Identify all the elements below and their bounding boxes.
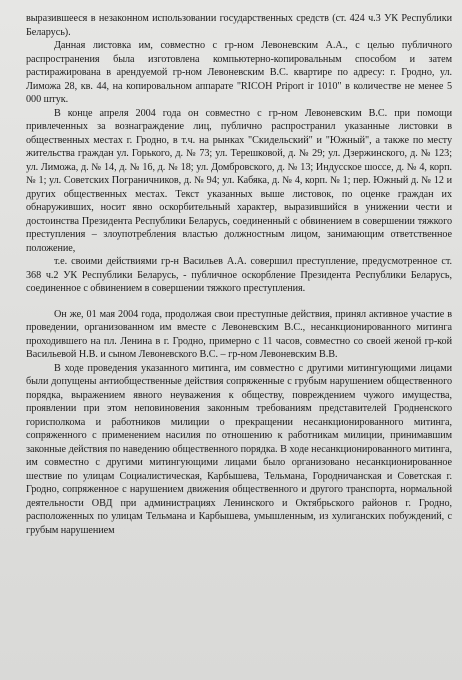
paragraph-leaflet-production: Данная листовка им, совместно с гр-ном Левоневским А.А., с целью публичного распространения была изготовлена компьютерно-копировальным способом и затем растиражирована в арендуемой гр-ном Левоневским В.С. квартире по адресу: г. Гродно, ул. Лиможа 28, кв. 44, на копировальном аппарате "RICOH Priport ir 1010" в количестве не менее 5 000 штук. bbox=[26, 40, 452, 105]
paragraph-rally-actions: В ходе проведения указанного митинга, им совместно с другими митингующими лицами были допущены антиобщественные действия сопряженные с грубым нарушением общественного порядка, выражением явного неуважения к обществу, повреждением чужого имущества, проявлении при этом неповиновения законным требованиям представителей Гродненского горисполкома и работников милиции о прекращении несанкционированного митинга, сопряженного с применением насилия по отношению к работникам милиции, принимавшим законные действия по наведению общественного порядка. В ходе несанкционированного митинга, им совместно с другими митингующими лицами было организовано несанкционированное шествие по улицам Социалистическая, Карбышева, Тельмана, Городничанская и Советская г. Гродно, сопряженное с нарушением движения общественного и другого транспорта, нормальной деятельности ОВД при администрациях Ленинского и Октябрьского районов г. Гродно, расположенных по улицам Тельмана и Карбышева, умышленным, из хулиганских побуждений, с грубым нарушением bbox=[26, 362, 452, 536]
paragraph-crime-qualification: т.е. своими действиями гр-н Васильев А.А. совершил преступление, предусмотренное ст. 368 ч.2 УК Республики Беларусь, - публичное оскорбление Президента Республики Беларусь, соединенное с обвинением в совершении тяжкого преступления. bbox=[26, 256, 452, 294]
paragraph-continuation: выразившееся в незаконном использовании государственных средств (ст. 424 ч.3 УК Республики Беларусь). bbox=[26, 13, 452, 38]
paragraph-leaflet-distribution: В конце апреля 2004 года он совместно с гр-ном Левоневским В.С. при помощи привлеченных за вознаграждение лиц, публично распространил указанные листовки в общественных местах г. Гродно, в т.ч. на рынках "Скидельский" и "Южный", а также по месту жительства граждан ул. Горького, д. № 73; ул. Терешковой, д. № 29; ул. Дзержинского, д. № 123; ул. Лиможа, д. № 14, д. № 16, д. № 18; ул. Домбровского, д. № 13; Индусское шоссе, д. № 4, корп. № 1; ул. Советских Пограничников, д. № 94; ул. Кабяка, д. № 4, корп. № 1; пер. Южный д. № 12 и других общественных местах. Текст указанных выше листовок, по оценке граждан их обнаруживших, носит явно оскорбительный характер, выразившийся в унижении чести и достоинства Президента Республики Беларусь, соединенный с обвинением в совершении тяжкого преступления – злоупотребления властью должностным лицом, занимающим ответственное положение, bbox=[26, 107, 452, 254]
paragraph-may-rally: Он же, 01 мая 2004 года, продолжая свои преступные действия, принял активное участие в проведении, организованном им вместе с Левоневским В.С., несанкционированного митинга проходившего на пл. Ленина в г. Гродно, примерно с 11 часов, совместно со своей женой гр-кой Васильевой Н.В. и сыном Левоневского В.С. – гр-ном Левоневским В.В. bbox=[26, 308, 452, 360]
paragraph-spacer bbox=[26, 296, 452, 308]
